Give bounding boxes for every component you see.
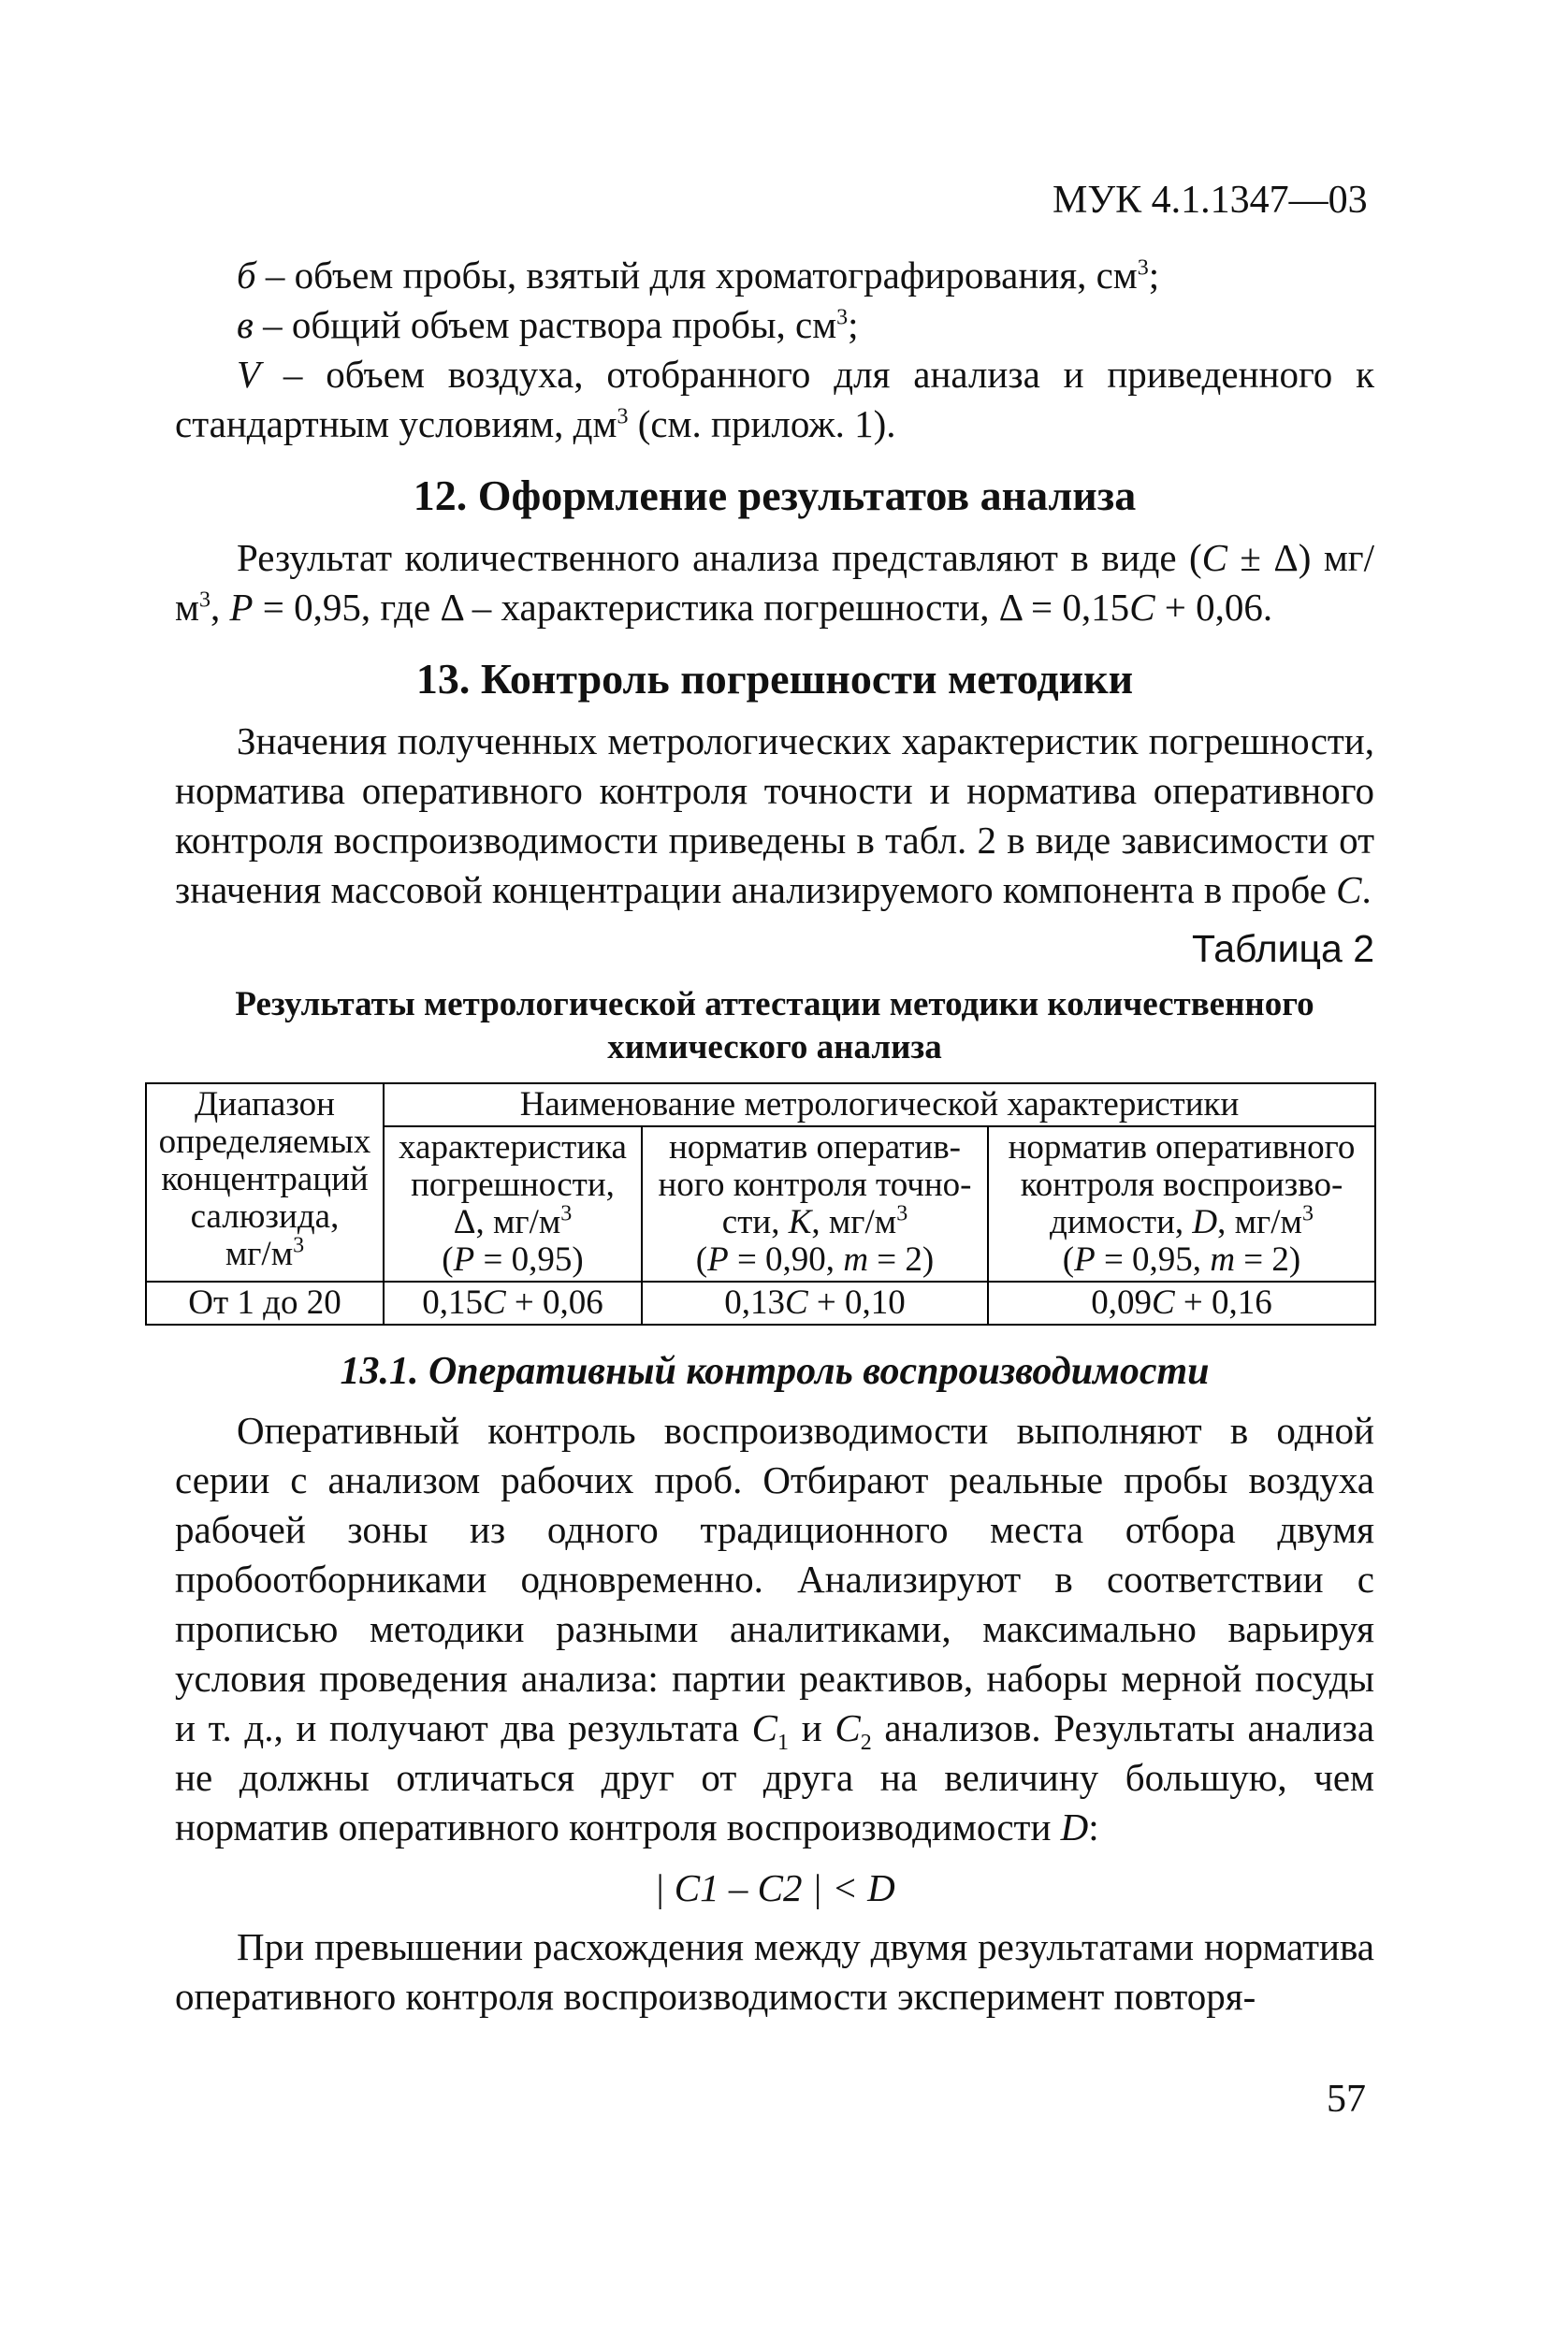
inequality-formula: | C1 – C2 | < D <box>654 1866 895 1909</box>
var-v-small: в <box>237 303 254 346</box>
section-13-heading: 13. Контроль погрешности методики <box>415 655 1134 703</box>
definition-b: б – объем пробы, взятый для хроматографирования, $см^3$; <box>237 254 1160 297</box>
table-caption: Результаты метрологической аттестации методики количественного химического анализа <box>235 985 1314 1066</box>
definition-v-large: V – объем воздуха, отобранного для анализа и приведенного к стандартным условиям, $дм^3$ (см. прилож. 1). <box>175 353 1375 445</box>
section-13-1-heading: 13.1. Оперативный контроль воспроизводимости <box>340 1350 1210 1393</box>
cell-reproducibility: 0,09C + 0,16 <box>988 1282 1375 1325</box>
cell-range: От 1 до 20 <box>146 1282 384 1325</box>
header-range: Диапазон определяемых концентраций салюзида, $мг/м^3$ <box>146 1083 384 1282</box>
var-v-large: V <box>237 353 261 396</box>
page-number: 57 <box>1327 2078 1366 2121</box>
header-col-error: характеристика погрешности, Δ, $мг/м^3$ (P = 0,95) <box>384 1126 642 1282</box>
section-12-paragraph: Результат количественного анализа представляют в виде (C ± Δ) $мг/м^3$, P = 0,95, где Δ – характеристика погрешности, Δ = 0,15C + 0,06. <box>175 536 1374 629</box>
final-paragraph: При превышении расхождения между двумя результатами норматива оперативного контроля воспроизводимости эксперимент повторя- <box>175 1925 1374 2018</box>
section-12-heading: 12. Оформление результатов анализа <box>413 471 1137 519</box>
cell-accuracy: 0,13C + 0,10 <box>642 1282 988 1325</box>
var-b: б <box>237 254 256 297</box>
document-code: МУК 4.1.1347—03 <box>1053 179 1368 222</box>
table-row <box>146 1282 1375 1325</box>
definition-v-small: в – общий объем раствора пробы, $см^3$; <box>237 303 859 346</box>
document-body <box>158 251 1375 2022</box>
header-col-accuracy: норматив оператив- ного контроля точно- сти, K, $мг/м^3$ (P = 0,90, m = 2) <box>642 1126 988 1282</box>
header-group: Наименование метрологической характеристики <box>384 1083 1375 1126</box>
table-label: Таблица 2 <box>1192 927 1374 970</box>
header-col-reproducibility: норматив оперативного контроля воспроизво- димости, D, $мг/м^3$ (P = 0,95, m = 2) <box>988 1126 1375 1282</box>
table-row <box>146 1083 1375 1126</box>
section-13-1-paragraph: Оперативный контроль воспроизводимости выполняют в одной серии с анализом рабочих проб. Отбирают реальные пробы воздуха рабочей зоны из одного традиционного места отбора двумя пробоотборниками одновременно. Анализируют в соответствии с прописью методики разными аналитиками, максимально варьируя условия проведения анализа: партии реактивов, наборы мерной посуды и т. д., и получают два результата $C_1$ и $C_2$ анализов. Результаты анализа не должны отличаться друг от друга на величину большую, чем норматив оперативного контроля воспроизводимости D: <box>175 1409 1375 1849</box>
section-13-paragraph: Значения полученных метрологических характеристик погрешности, норматива оперативного контроля точности и норматива оперативного контроля воспроизводимости приведены в табл. 2 в виде зависимости от значения массовой концентрации анализируемого компонента в пробе C. <box>175 719 1374 911</box>
cell-error: 0,15C + 0,06 <box>384 1282 642 1325</box>
results-table <box>145 1082 1376 1326</box>
